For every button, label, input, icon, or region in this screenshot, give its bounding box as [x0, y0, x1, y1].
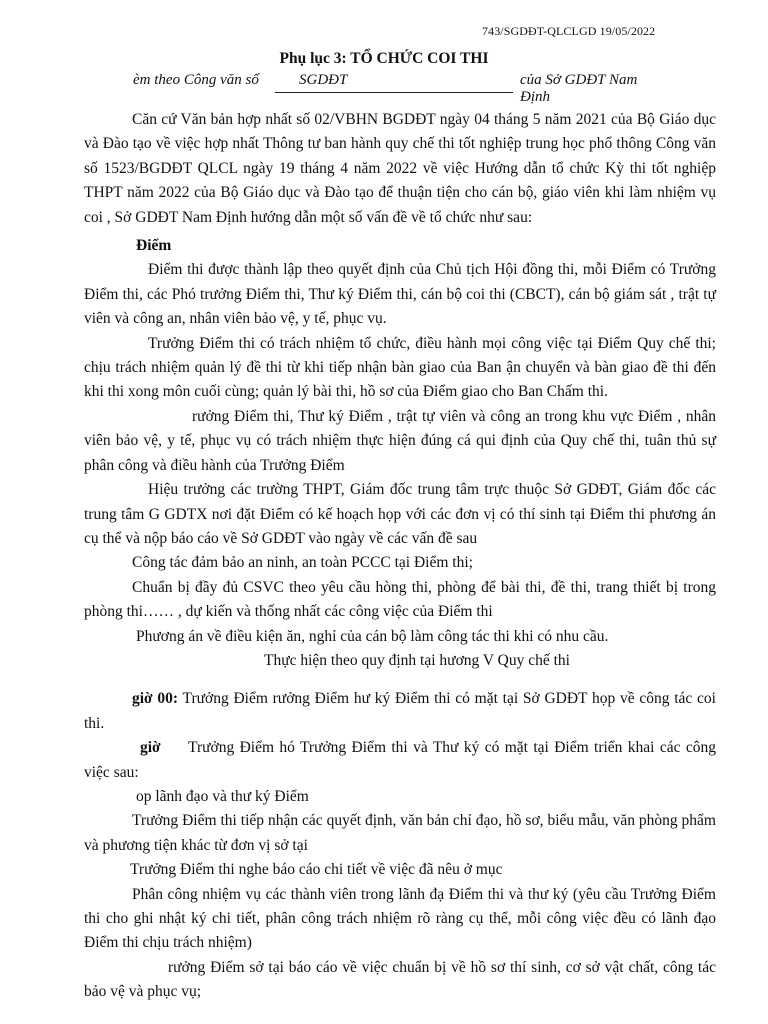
time-description: Trưởng Điểm rưởng Điểm hư ký Điểm thi có mặt tại Sở GDĐT họp về công tác coi thi. [84, 690, 716, 732]
paragraph-site-report: rưởng Điểm sở tại báo cáo về việc chuẩn bị về hồ sơ thí sinh, cơ sở vật chất, công tác bảo vệ và phục vụ; [84, 958, 716, 1001]
paragraph-regulation-reference: Thực hiện theo quy định tại hương V Quy chế thi [264, 651, 570, 669]
reference-line-number: SGDĐT [299, 72, 348, 88]
list-item-facilities: Chuẩn bị đầy đủ CSVC theo yêu cầu hòng thi, phòng để bài thi, đề thi, trang thiết bị trong phòng thi…… , dự kiến và thống nhất các công việc của Điểm thi [84, 578, 716, 621]
document-code: 743/SGDĐT-QLCLGD 19/05/2022 [482, 24, 656, 38]
time-label: giờ 00: [132, 690, 179, 708]
paragraph-exam-point-setup: Điểm thi được thành lập theo quyết định của Chủ tịch Hội đồng thi, mỗi Điểm có Trưởng Điểm thi, các Phó trưởng Điểm thi, Thư ký Điểm thi, cán bộ coi thi (CBCT), cán bộ giám sát , trật tự viên và công an, nhân viên bảo vệ, y tế, phục vụ. [84, 261, 716, 328]
reference-underline [275, 92, 513, 93]
spacer [84, 673, 716, 687]
paragraph-onsite-time [84, 736, 716, 785]
reference-line-prefix: èm theo Công văn số [133, 72, 259, 88]
paragraph-head-responsibility: Trưởng Điểm thi có trách nhiệm tổ chức, điều hành mọi công việc tại Điểm Quy chế thi; chịu trách nhiệm quản lý đề thi từ khi tiếp nhận bàn giao của Ban ận chuyển và bàn giao đề thi đến khi thi xong môn cuối cùng; quản lý bài thi, hồ sơ của Điểm giao cho Ban Chấm thi. [84, 334, 716, 401]
list-item-food-lodging: Phương án về điều kiện ăn, nghỉ của cán bộ làm công tác thi khi có nhu cầu. [136, 627, 609, 645]
reference-line [133, 72, 663, 105]
paragraph-assign-tasks: Phân công nhiệm vụ các thành viên trong lãnh đạ Điểm thi và thư ký (yêu cầu Trưởng Điểm thi cho ghi nhật ký chi tiết, phân công trách nhiệm rõ ràng cụ thể, mỗi công việc đều có lãnh đạo Điểm thi chịu trách nhiệm) [84, 885, 716, 952]
paragraph-receive-documents: Trưởng Điểm thi tiếp nhận các quyết định, văn bản chỉ đạo, hồ sơ, biểu mẫu, văn phòng phẩm và phương tiện khác từ đơn vị sở tại [84, 812, 716, 854]
list-item-security: Công tác đảm bảo an ninh, an toàn PCCC tại Điểm thi; [132, 554, 473, 572]
time-label-2: giờ [140, 739, 161, 757]
section-heading-diem: Điểm [136, 237, 172, 255]
subheading-leadership-meeting: op lãnh đạo và thư ký Điểm [136, 787, 309, 805]
appendix-title: Phụ lục 3: TỔ CHỨC COI THI [279, 50, 489, 67]
paragraph-meeting-time [84, 687, 716, 736]
document-body [84, 108, 716, 1005]
paragraph-legal-basis: Căn cứ Văn bản hợp nhất số 02/VBHN BGDĐT ngày 04 tháng 5 năm 2021 của Bộ Giáo dục và Đào tạo về việc hợp nhất Thông tư ban hành quy chế thi tốt nghiệp trung học phổ thông Công văn số 1523/BGDĐT QLCL ngày 19 tháng 4 năm 2022 về việc Hướng dẫn tổ chức Kỳ thi tốt nghiệp THPT năm 2022 của Bộ Giáo dục và Đào tạo để thuận tiện cho cán bộ, giáo viên khi làm nhiệm vụ coi , Sở GDĐT Nam Định hướng dẫn một số vấn đề về tổ chức như sau: [84, 111, 716, 226]
paragraph-hear-report: Trưởng Điểm thi nghe báo cáo chi tiết về việc đã nêu ở mục [130, 861, 503, 879]
reference-line-suffix: của Sở GDĐT Nam Định [520, 72, 638, 105]
paragraph-principal-meeting: Hiệu trưởng các trường THPT, Giám đốc trung tâm trực thuộc Sở GDĐT, Giám đốc các trung tâm G GDTX nơi đặt Điểm có kế hoạch họp với các đơn vị có thí sinh tại Điểm thi phương án cụ thể và nộp báo cáo về Sở GDĐT vào ngày về các vấn đề sau [84, 481, 716, 547]
time-description-2: Trưởng Điểm hó Trưởng Điểm thi và Thư ký có mặt tại Điểm triển khai các công việc sau: [84, 739, 717, 781]
paragraph-staff-duties: rưởng Điểm thi, Thư ký Điểm , trật tự viên và công an trong khu vực Điểm , nhân viên bảo vệ, y tế, phục vụ có trách nhiệm thực hiện đúng cá qui định của Quy chế thi, tuân thủ sự phân công và điều hành của Trưởng Điểm [84, 407, 716, 474]
